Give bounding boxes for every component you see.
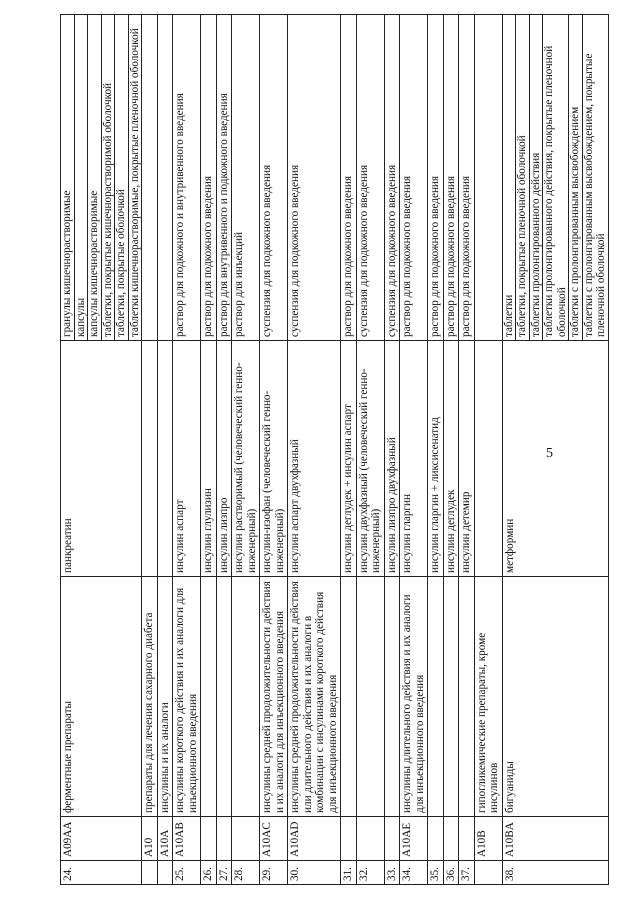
row-number: 37. — [459, 861, 475, 885]
table-row — [474, 15, 502, 885]
atc-code — [341, 817, 357, 861]
table-row — [502, 15, 608, 885]
row-number — [142, 861, 158, 885]
atc-code — [216, 817, 232, 861]
dosage-forms — [428, 15, 444, 341]
dosage-form: таблетки, покрытые оболочкой — [115, 15, 129, 340]
dosage-form: таблетки с пролонгированным высвобождением, покрытые пленочной оболочкой — [582, 53, 607, 337]
table-row — [142, 15, 158, 885]
drug-name — [474, 341, 502, 577]
drug-name: панкреатин — [61, 341, 142, 577]
group-name: препараты для лечения сахарного диабета — [142, 577, 158, 817]
atc-code — [201, 817, 217, 861]
dosage-form: таблетки, покрытые пленочной оболочкой — [516, 15, 530, 340]
drug-name: инсулин деглудек + инсулин аспарт — [341, 341, 357, 577]
dosage-form: раствор для подкожного введения — [444, 175, 457, 337]
group-name: инсулины средней продолжительности действия или длительного действия и их аналоги в комбинации с инсулинами короткого действия для инъекционного введения — [288, 577, 341, 817]
page-number: 5 — [546, 446, 553, 461]
dosage-forms — [232, 15, 260, 341]
drug-name — [157, 341, 173, 577]
group-name: ферментные препараты — [61, 577, 142, 817]
dosage-form: раствор для подкожного введения — [429, 175, 441, 337]
drug-name: инсулин глулизин — [201, 341, 217, 577]
drug-name: инсулин лизпро двухфазный — [384, 341, 400, 577]
group-name — [459, 577, 475, 817]
rotated-table-container — [60, 15, 640, 885]
table-row — [216, 15, 232, 885]
atc-code: A10BA — [502, 817, 608, 861]
dosage-form: раствор для инъекций — [233, 232, 245, 337]
row-number — [474, 861, 502, 885]
dosage-forms — [142, 15, 158, 341]
dosage-forms — [502, 15, 608, 341]
row-number: 27. — [216, 861, 232, 885]
dosage-form: таблетки кишечнорастворимые, покрытые пленочной оболочкой — [128, 28, 141, 337]
drug-name: инсулин растворимый (человеческий генно-инженерный) — [232, 341, 260, 577]
table-row — [232, 15, 260, 885]
group-name — [443, 577, 459, 817]
row-number — [157, 861, 173, 885]
table-row — [201, 15, 217, 885]
atc-code: A09AA — [61, 817, 142, 861]
drug-name: инсулин аспарт двухфазный — [288, 341, 341, 577]
dosage-forms — [459, 15, 475, 341]
atc-code — [459, 817, 475, 861]
group-name — [356, 577, 384, 817]
group-name — [341, 577, 357, 817]
drug-name: инсулин лизпро — [216, 341, 232, 577]
dosage-forms — [356, 15, 384, 341]
dosage-forms — [288, 15, 341, 341]
row-number: 24. — [61, 861, 142, 885]
dosage-forms — [61, 15, 142, 341]
dosage-form: таблетки — [503, 15, 517, 340]
atc-code — [232, 817, 260, 861]
group-name: инсулины средней продолжительности действия и их аналоги для инъекционного введения — [260, 577, 288, 817]
atc-code — [428, 817, 444, 861]
atc-code: A10B — [474, 817, 502, 861]
dosage-form: раствор для подкожного введения — [202, 175, 214, 337]
table-row — [288, 15, 341, 885]
dosage-forms — [260, 15, 288, 341]
dosage-forms — [173, 15, 201, 341]
dosage-form: таблетки, покрытые кишечнорастворимой оболочкой — [102, 15, 116, 340]
dosage-form: раствор для внутривенного и подкожного введения — [217, 93, 230, 337]
dosage-forms — [157, 15, 173, 341]
atc-code: A10AE — [400, 817, 428, 861]
drug-name: инсулин деглудек — [443, 341, 459, 577]
table-row — [443, 15, 459, 885]
row-number: 29. — [260, 861, 288, 885]
dosage-forms — [216, 15, 232, 341]
drug-name: инсулин-изофан (человеческий генно-инженерный) — [260, 341, 288, 577]
dosage-forms — [443, 15, 459, 341]
drug-name: инсулин детемир — [459, 341, 475, 577]
dosage-form: раствор для подкожного введения — [401, 175, 413, 337]
row-number: 25. — [173, 861, 201, 885]
dosage-forms — [400, 15, 428, 341]
table-row — [173, 15, 201, 885]
table-row — [61, 15, 142, 885]
dosage-form: капсулы кишечнорастворимые — [88, 15, 102, 340]
atc-code: A10A — [157, 817, 173, 861]
dosage-form: суспензия для подкожного введения — [289, 164, 301, 337]
dosage-form: таблетки пролонгированного действия, покрытые пленочной оболочкой — [543, 15, 569, 340]
group-name — [232, 577, 260, 817]
row-number: 28. — [232, 861, 260, 885]
table-row — [459, 15, 475, 885]
dosage-forms — [474, 15, 502, 341]
row-number: 30. — [288, 861, 341, 885]
drug-name — [142, 341, 158, 577]
table-row — [260, 15, 288, 885]
atc-code: A10AD — [288, 817, 341, 861]
drug-list-table — [60, 14, 609, 885]
dosage-form: раствор для подкожного введения — [460, 175, 472, 337]
group-name — [201, 577, 217, 817]
group-name: инсулины короткого действия и их аналоги для инъекционного введения — [173, 577, 201, 817]
dosage-forms — [341, 15, 357, 341]
drug-name: инсулин двухфазный (человеческий генно-инженерный) — [356, 341, 384, 577]
table-row — [341, 15, 357, 885]
group-name — [384, 577, 400, 817]
table-row — [428, 15, 444, 885]
group-name — [216, 577, 232, 817]
dosage-form: суспензия для подкожного введения — [357, 164, 370, 337]
dosage-form: капсулы — [75, 15, 89, 340]
table-row — [384, 15, 400, 885]
atc-code: A10 — [142, 817, 158, 861]
row-number: 34. — [400, 861, 428, 885]
row-number: 26. — [201, 861, 217, 885]
drug-name: метформин — [502, 341, 608, 577]
drug-name: инсулин аспарт — [173, 341, 201, 577]
group-name: инсулины длительного действия и их аналоги для инъекционного введения — [400, 577, 428, 817]
drug-name: инсулин гларгин — [400, 341, 428, 577]
atc-code — [356, 817, 384, 861]
dosage-form: таблетки с пролонгированным высвобождением — [569, 15, 583, 340]
group-name: инсулины и их аналоги — [157, 577, 173, 817]
row-number: 38. — [502, 861, 608, 885]
group-name: бигуаниды — [502, 577, 608, 817]
dosage-form: раствор для подкожного введения — [342, 175, 354, 337]
dosage-form: гранулы кишечнорастворимые — [61, 15, 75, 340]
atc-code: A10AC — [260, 817, 288, 861]
row-number: 33. — [384, 861, 400, 885]
row-number: 36. — [443, 861, 459, 885]
dosage-form: таблетки пролонгированного действия — [530, 15, 544, 340]
row-number: 32. — [356, 861, 384, 885]
group-name: гипогликемические препараты, кроме инсулинов — [474, 577, 502, 817]
dosage-form: раствор для подкожного и внутривенного введения — [174, 93, 186, 337]
group-name — [428, 577, 444, 817]
dosage-form: суспензия для подкожного введения — [385, 164, 398, 337]
table-row — [356, 15, 384, 885]
dosage-forms — [384, 15, 400, 341]
dosage-form: суспензия для подкожного введения — [261, 164, 273, 337]
row-number: 31. — [341, 861, 357, 885]
table-row — [157, 15, 173, 885]
table-row — [400, 15, 428, 885]
atc-code — [384, 817, 400, 861]
dosage-forms — [201, 15, 217, 341]
row-number: 35. — [428, 861, 444, 885]
table-body — [61, 15, 609, 885]
atc-code: A10AB — [173, 817, 201, 861]
atc-code — [443, 817, 459, 861]
drug-name: инсулин гларгин + ликсисенатид — [428, 341, 444, 577]
